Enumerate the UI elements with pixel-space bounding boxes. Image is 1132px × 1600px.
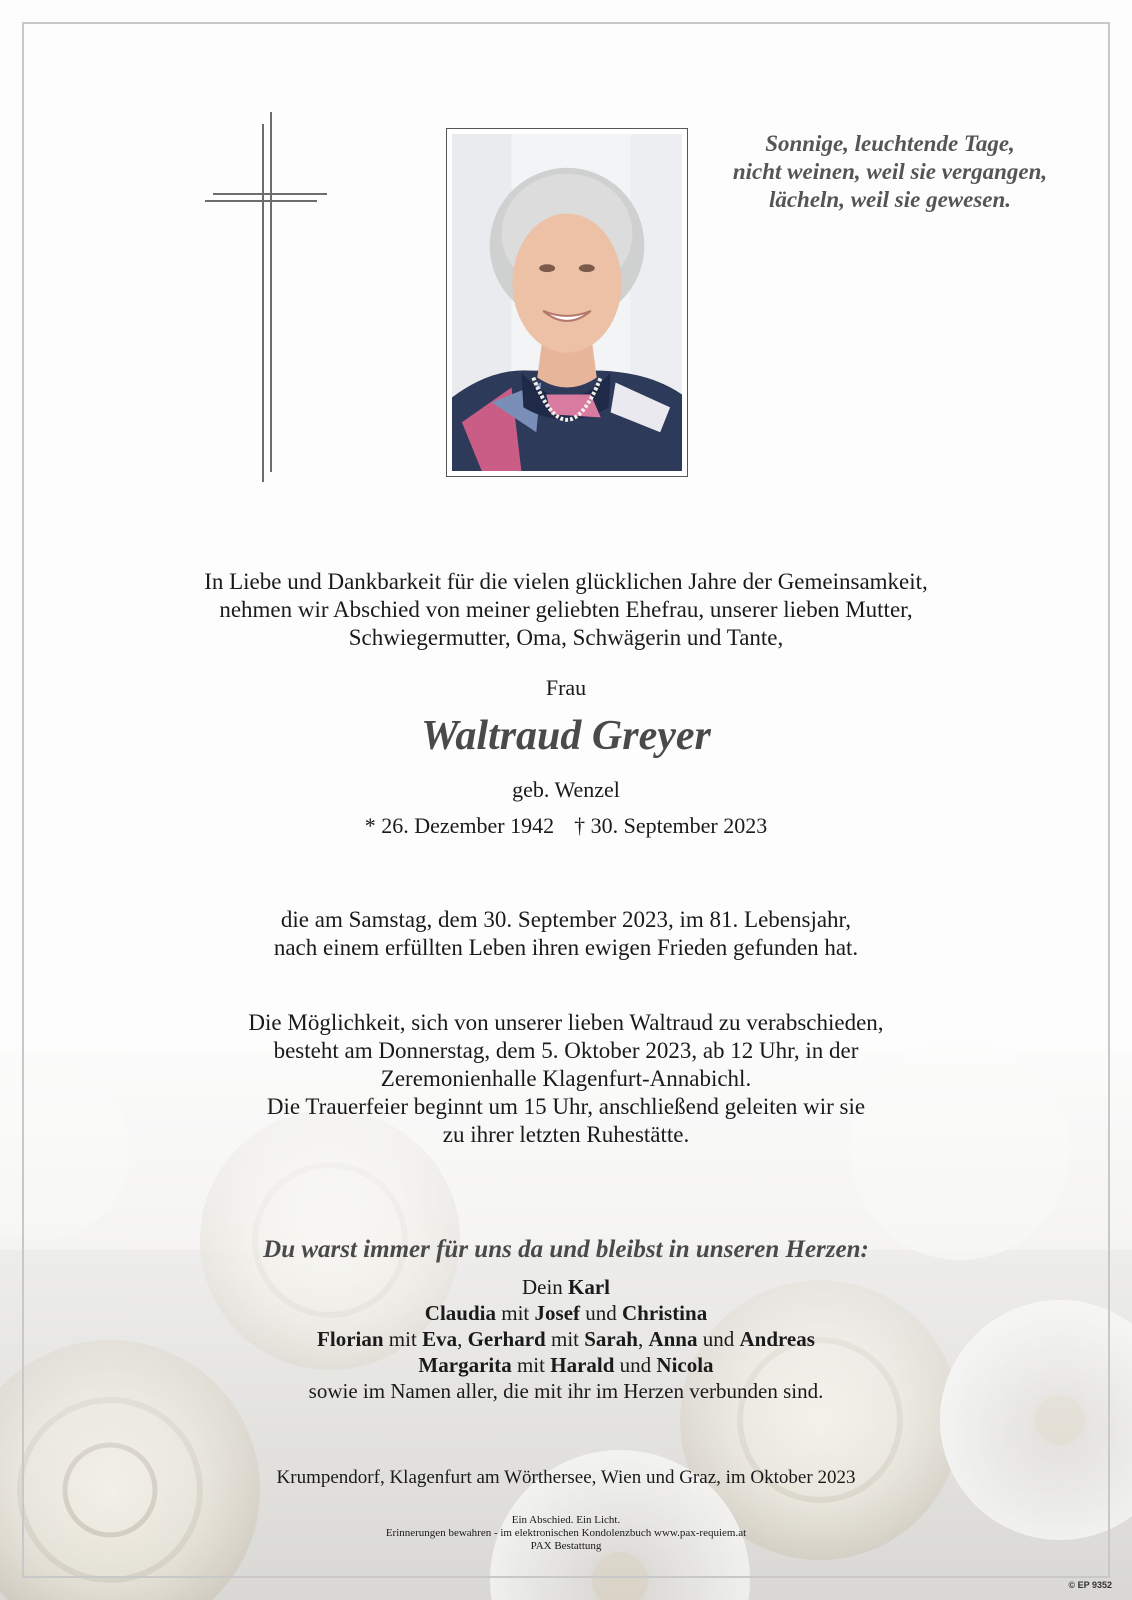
portrait-image	[452, 134, 682, 471]
family-member: Josef	[534, 1301, 581, 1325]
family-line	[0, 1300, 1132, 1326]
passing-line: nach einem erfüllten Leben ihren ewigen Frieden gefunden hat.	[273, 935, 859, 960]
intro-text	[0, 568, 1132, 652]
family-member: Karl	[568, 1275, 611, 1299]
family-text: mit	[496, 1301, 535, 1325]
quote-line: Sonnige, leuchtende Tage,	[765, 131, 1015, 156]
intro-line: nehmen wir Abschied von meiner geliebten Ehefrau, unserer lieben Mutter,	[219, 597, 913, 622]
family-member: Margarita	[418, 1353, 512, 1377]
passing-line: die am Samstag, dem 30. September 2023, im 81. Lebensjahr,	[280, 907, 852, 932]
farewell-line: zu ihrer letzten Ruhestätte.	[442, 1122, 690, 1147]
intro-line: In Liebe und Dankbarkeit für die vielen glücklichen Jahre der Gemeinsamkeit,	[204, 569, 928, 594]
family-text: ,	[637, 1327, 649, 1351]
family-member: Florian	[317, 1327, 384, 1351]
quote-verse	[700, 130, 1080, 214]
family-text: Dein	[521, 1275, 569, 1299]
motto: Du warst immer für uns da und bleibst in unseren Herzen:	[263, 1236, 869, 1263]
footer-line: Ein Abschied. Ein Licht.	[511, 1514, 621, 1526]
family-text: und	[614, 1353, 657, 1377]
family-text: mit	[383, 1327, 423, 1351]
family-line	[0, 1274, 1132, 1300]
family-member: Andreas	[739, 1327, 815, 1351]
quote-line: nicht weinen, weil sie vergangen,	[732, 159, 1048, 184]
portrait-photo	[446, 128, 688, 477]
birth-name: geb. Wenzel	[512, 777, 620, 802]
family-member: Sarah	[584, 1327, 638, 1351]
place-date: Krumpendorf, Klagenfurt am Wörthersee, Wien und Graz, im Oktober 2023	[276, 1467, 856, 1488]
death-date: † 30. September 2023	[574, 813, 768, 838]
family-member: Christina	[622, 1301, 708, 1325]
deceased-name: Waltraud Greyer	[421, 713, 711, 759]
family-member: Nicola	[656, 1353, 714, 1377]
family-member: Harald	[550, 1353, 615, 1377]
family-line: sowie im Namen aller, die mit ihr im Herzen verbunden sind.	[308, 1379, 824, 1403]
family-member: Anna	[648, 1327, 698, 1351]
footer	[0, 1514, 1132, 1553]
salutation: Frau	[545, 675, 587, 700]
farewell-line: Die Trauerfeier beginnt um 15 Uhr, anschließend geleiten wir sie	[266, 1094, 866, 1119]
family-list	[0, 1274, 1132, 1404]
family-text: ,	[457, 1327, 468, 1351]
family-text: und	[697, 1327, 740, 1351]
family-member: Gerhard	[467, 1327, 546, 1351]
passing-text	[0, 906, 1132, 962]
footer-line: Erinnerungen bewahren - im elektronischen Kondolenzbuch www.pax-requiem.at	[385, 1527, 747, 1539]
birth-date: * 26. Dezember 1942	[364, 813, 555, 838]
family-member: Claudia	[424, 1301, 496, 1325]
family-text: mit	[545, 1327, 585, 1351]
farewell-info	[0, 1009, 1132, 1149]
family-line	[0, 1326, 1132, 1352]
family-text: und	[580, 1301, 623, 1325]
farewell-line: Die Möglichkeit, sich von unserer lieben Waltraud zu verabschieden,	[248, 1010, 884, 1035]
quote-line: lächeln, weil sie gewesen.	[768, 187, 1012, 212]
farewell-line: Zeremonienhalle Klagenfurt-Annabichl.	[380, 1066, 752, 1091]
family-member: Eva	[422, 1327, 458, 1351]
product-code: © EP 9352	[1068, 1580, 1112, 1590]
family-line	[0, 1352, 1132, 1378]
footer-line: PAX Bestattung	[530, 1540, 602, 1552]
cross-icon	[205, 112, 330, 482]
family-text: mit	[511, 1353, 551, 1377]
intro-line: Schwiegermutter, Oma, Schwägerin und Tante,	[348, 625, 784, 650]
farewell-line: besteht am Donnerstag, dem 5. Oktober 2023, ab 12 Uhr, in der	[273, 1038, 859, 1063]
life-dates	[0, 813, 1132, 839]
